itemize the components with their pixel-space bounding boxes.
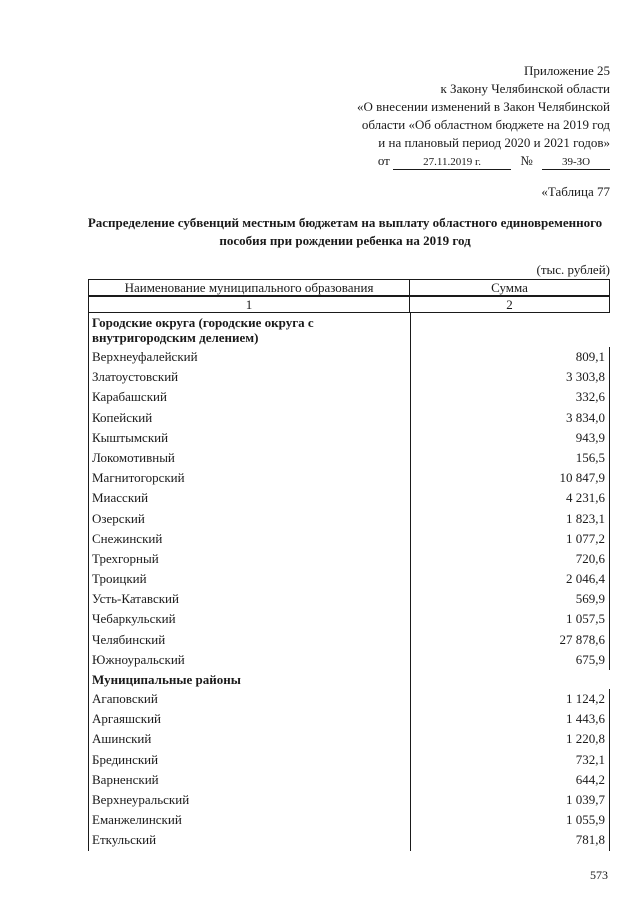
section-title: Городские округа (городские округа с внутригородским делением): [88, 313, 410, 347]
from-label: от: [377, 153, 390, 168]
table-row: [88, 709, 610, 729]
amount-value: 1 039,7: [410, 790, 610, 810]
table-row: [88, 408, 610, 428]
law-signature-line: [357, 152, 610, 170]
section-amount-cell: [410, 670, 610, 689]
appendix-line: области «Об областном бюджете на 2019 год: [361, 117, 610, 132]
municipality-name: Озерский: [88, 509, 410, 529]
section-row: [88, 313, 610, 347]
amount-value: 569,9: [410, 589, 610, 609]
municipality-name: Еткульский: [88, 830, 410, 850]
amount-value: 943,9: [410, 428, 610, 448]
appendix-line: Приложение 25: [523, 63, 610, 78]
table-row: [88, 609, 610, 629]
table-row: [88, 790, 610, 810]
amount-value: 1 055,9: [410, 810, 610, 830]
amount-value: 1 057,5: [410, 609, 610, 629]
municipality-name: Варненский: [88, 770, 410, 790]
appendix-line: и на плановый период 2020 и 2021 годов»: [378, 135, 610, 150]
amount-value: 781,8: [410, 830, 610, 850]
table-row: [88, 529, 610, 549]
amount-value: 1 220,8: [410, 729, 610, 749]
table-reference: «Таблица 77: [541, 184, 610, 199]
amount-value: 809,1: [410, 347, 610, 367]
table-row: [88, 569, 610, 589]
units-label: (тыс. рублей): [536, 262, 610, 277]
amount-value: 1 077,2: [410, 529, 610, 549]
appendix-block: [357, 62, 610, 170]
table-row: [88, 347, 610, 367]
amount-value: 644,2: [410, 770, 610, 790]
amount-value: 156,5: [410, 448, 610, 468]
municipality-name: Трехгорный: [88, 549, 410, 569]
table-row: [88, 589, 610, 609]
table-row: [88, 428, 610, 448]
amount-value: 1 124,2: [410, 689, 610, 709]
table-row: [88, 549, 610, 569]
municipality-name: Аргаяшский: [88, 709, 410, 729]
municipality-name: Агаповский: [88, 689, 410, 709]
section-title: Муниципальные районы: [88, 670, 410, 689]
table-row: [88, 750, 610, 770]
header-municipality: Наименование муниципального образования: [88, 280, 410, 296]
table-row: [88, 509, 610, 529]
table-row: [88, 387, 610, 407]
amount-value: 332,6: [410, 387, 610, 407]
section-amount-cell: [410, 313, 610, 347]
municipality-name: Брединский: [88, 750, 410, 770]
appendix-line: к Закону Челябинской области: [440, 81, 610, 96]
table-row: [88, 689, 610, 709]
municipality-name: Магнитогорский: [88, 468, 410, 488]
table-row: [88, 468, 610, 488]
table-row: [88, 367, 610, 387]
column-number: 2: [410, 297, 610, 313]
table-row: [88, 630, 610, 650]
municipality-name: Еманжелинский: [88, 810, 410, 830]
municipality-name: Верхнеуфалейский: [88, 347, 410, 367]
table-row: [88, 488, 610, 508]
municipality-name: Южноуральский: [88, 650, 410, 670]
amount-value: 10 847,9: [410, 468, 610, 488]
municipality-name: Кыштымский: [88, 428, 410, 448]
table-row: [88, 830, 610, 850]
amount-value: 3 834,0: [410, 408, 610, 428]
law-number: 39-ЗО: [542, 155, 610, 170]
column-number-row: [88, 296, 610, 313]
subvention-table: [88, 279, 610, 851]
municipality-name: Челябинский: [88, 630, 410, 650]
municipality-name: Карабашский: [88, 387, 410, 407]
section-row: [88, 670, 610, 689]
law-date: 27.11.2019 г.: [393, 155, 511, 170]
municipality-name: Локомотивный: [88, 448, 410, 468]
amount-value: 3 303,8: [410, 367, 610, 387]
municipality-name: Чебаркульский: [88, 609, 410, 629]
table-header-row: [88, 279, 610, 296]
table-body: [88, 313, 610, 851]
municipality-name: Верхнеуральский: [88, 790, 410, 810]
municipality-name: Троицкий: [88, 569, 410, 589]
amount-value: 732,1: [410, 750, 610, 770]
municipality-name: Усть-Катавский: [88, 589, 410, 609]
amount-value: 1 823,1: [410, 509, 610, 529]
amount-value: 720,6: [410, 549, 610, 569]
amount-value: 27 878,6: [410, 630, 610, 650]
municipality-name: Снежинский: [88, 529, 410, 549]
amount-value: 4 231,6: [410, 488, 610, 508]
municipality-name: Ашинский: [88, 729, 410, 749]
table-row: [88, 770, 610, 790]
column-number: 1: [88, 297, 410, 313]
municipality-name: Златоустовский: [88, 367, 410, 387]
municipality-name: Копейский: [88, 408, 410, 428]
document-title: Распределение субвенций местным бюджетам на выплату областного единовременного пособия при рождении ребенка на 2019 год: [87, 215, 603, 248]
header-amount: Сумма: [410, 280, 610, 296]
amount-value: 2 046,4: [410, 569, 610, 589]
table-row: [88, 810, 610, 830]
amount-value: 675,9: [410, 650, 610, 670]
appendix-line: «О внесении изменений в Закон Челябинской: [356, 99, 610, 114]
table-row: [88, 448, 610, 468]
table-row: [88, 650, 610, 670]
table-row: [88, 729, 610, 749]
amount-value: 1 443,6: [410, 709, 610, 729]
number-label: №: [520, 153, 533, 168]
municipality-name: Миасский: [88, 488, 410, 508]
page-number: 573: [590, 868, 608, 882]
